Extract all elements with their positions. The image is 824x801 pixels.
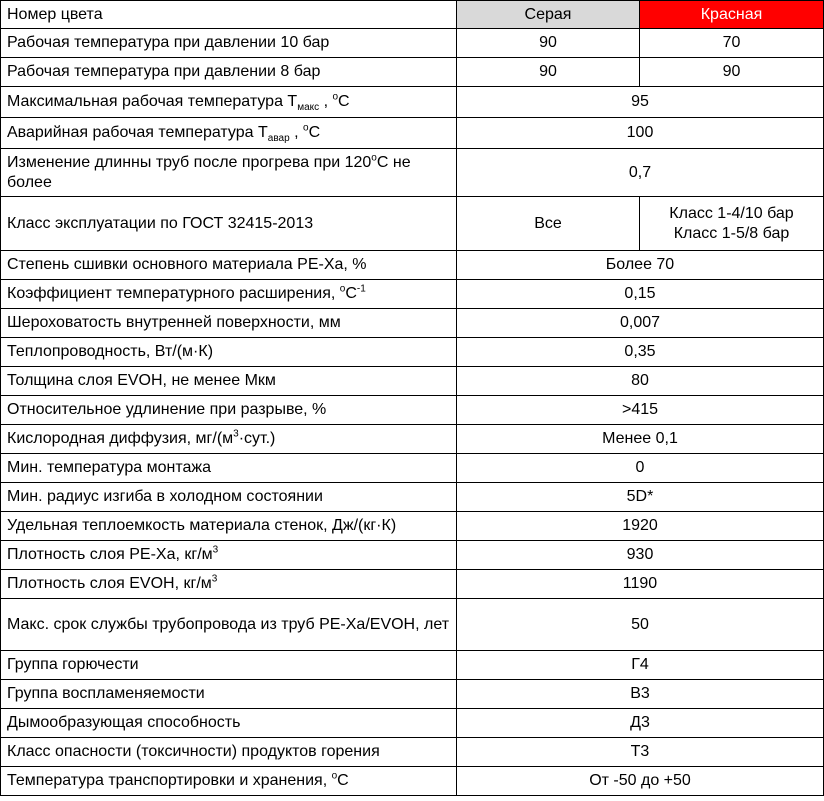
table-row <box>1 251 824 280</box>
row-value: Г4 <box>457 651 824 680</box>
header-red: Красная <box>640 1 824 29</box>
row-label <box>1 541 457 570</box>
label-sup: o <box>331 770 338 782</box>
table-row <box>1 709 824 738</box>
row-value: 0 <box>457 454 824 483</box>
table-row <box>1 87 824 118</box>
table-row <box>1 396 824 425</box>
row-value: 930 <box>457 541 824 570</box>
row-label: Теплопроводность, Вт/(м·К) <box>1 338 457 367</box>
row-value: Более 70 <box>457 251 824 280</box>
row-label: Класс эксплуатации по ГОСТ 32415-2013 <box>1 197 457 251</box>
row-label <box>1 767 457 796</box>
table-row <box>1 338 824 367</box>
label-sup: o <box>339 283 346 295</box>
row-label: Дымообразующая способность <box>1 709 457 738</box>
table-row <box>1 570 824 599</box>
table-row <box>1 454 824 483</box>
label-text: Максимальная рабочая температура Т <box>7 93 298 110</box>
row-value: От -50 до +50 <box>457 767 824 796</box>
class-line: Класс 1-5/8 бар <box>673 224 790 242</box>
label-text: , <box>319 93 333 110</box>
table-row <box>1 767 824 796</box>
table-row <box>1 58 824 87</box>
table-row <box>1 541 824 570</box>
label-sup: 3 <box>212 544 219 556</box>
label-text: , <box>289 124 303 141</box>
row-label: Группа воспламеняемости <box>1 680 457 709</box>
header-grey: Серая <box>457 1 640 29</box>
row-label: Относительное удлинение при разрыве, % <box>1 396 457 425</box>
row-label: Рабочая температура при давлении 8 бар <box>1 58 457 87</box>
class-line: Класс 1-4/10 бар <box>669 204 794 222</box>
row-label: Мин. радиус изгиба в холодном состоянии <box>1 483 457 512</box>
row-value-grey: 90 <box>457 29 640 58</box>
label-text: Коэффициент температурного расширения, <box>7 285 340 302</box>
row-value: Менее 0,1 <box>457 425 824 454</box>
label-text: Плотность слоя PE-Xa, кг/м <box>7 546 213 563</box>
label-text: C не более <box>7 153 411 191</box>
label-text: C <box>308 124 321 141</box>
table-row <box>1 483 824 512</box>
label-sub: авар <box>267 133 290 145</box>
row-value: 50 <box>457 599 824 651</box>
label-text: Аварийная рабочая температура Т <box>7 124 268 141</box>
row-label: Степень сшивки основного материала PE-Xa, % <box>1 251 457 280</box>
label-sup: o <box>303 122 309 134</box>
header-row <box>1 1 824 29</box>
label-text: ·сут.) <box>238 430 276 447</box>
row-value: 80 <box>457 367 824 396</box>
row-label: Толщина слоя EVOH, не менее Мкм <box>1 367 457 396</box>
table-row <box>1 280 824 309</box>
row-value: 0,007 <box>457 309 824 338</box>
row-value-red <box>640 197 824 251</box>
table-row <box>1 680 824 709</box>
label-sub: макс <box>297 102 320 114</box>
row-value: 95 <box>457 87 824 118</box>
table-row <box>1 29 824 58</box>
table-row <box>1 599 824 651</box>
row-label <box>1 280 457 309</box>
row-value: 0,35 <box>457 338 824 367</box>
row-label: Класс опасности (токсичности) продуктов горения <box>1 738 457 767</box>
row-value: Т3 <box>457 738 824 767</box>
row-label: Мин. температура монтажа <box>1 454 457 483</box>
row-label <box>1 570 457 599</box>
row-label: Группа горючести <box>1 651 457 680</box>
row-value: 1920 <box>457 512 824 541</box>
row-value-red: 70 <box>640 29 824 58</box>
label-text: Температура транспортировки и хранения, <box>7 772 332 789</box>
row-value: 5D* <box>457 483 824 512</box>
label-text: Изменение длинны труб после прогрева при 120 <box>7 153 372 171</box>
row-value: 0,15 <box>457 280 824 309</box>
row-value-grey: 90 <box>457 58 640 87</box>
table-row <box>1 309 824 338</box>
row-value: 0,7 <box>457 149 824 197</box>
label-text: C <box>337 772 349 789</box>
row-value-red: 90 <box>640 58 824 87</box>
table-row <box>1 197 824 251</box>
label-sup: -1 <box>356 283 366 295</box>
label-sup: 3 <box>233 428 239 440</box>
label-text: C <box>338 93 350 110</box>
table-row <box>1 651 824 680</box>
table-row <box>1 738 824 767</box>
table-row <box>1 512 824 541</box>
label-sup: o <box>371 152 377 164</box>
row-value: Д3 <box>457 709 824 738</box>
row-label: Рабочая температура при давлении 10 бар <box>1 29 457 58</box>
row-value: 100 <box>457 118 824 149</box>
table-row <box>1 367 824 396</box>
row-value-grey: Все <box>457 197 640 251</box>
label-text: C <box>345 285 357 302</box>
header-label: Номер цвета <box>1 1 457 29</box>
row-label: Шероховатость внутренней поверхности, мм <box>1 309 457 338</box>
row-label: Макс. срок службы трубопровода из труб PE-Xa/EVOH, лет <box>1 599 457 651</box>
row-label <box>1 118 457 149</box>
label-sup: 3 <box>211 573 218 585</box>
table-row <box>1 118 824 149</box>
row-value: В3 <box>457 680 824 709</box>
row-label <box>1 87 457 118</box>
row-value: >415 <box>457 396 824 425</box>
table-row <box>1 425 824 454</box>
table-row <box>1 149 824 197</box>
row-label: Удельная теплоемкость материала стенок, Дж/(кг·К) <box>1 512 457 541</box>
label-text: Кислородная диффузия, мг/(м <box>7 430 234 447</box>
row-value: 1190 <box>457 570 824 599</box>
label-text: Плотность слоя EVOH, кг/м <box>7 575 212 592</box>
row-label <box>1 425 457 454</box>
row-label <box>1 149 457 197</box>
label-sup: o <box>332 91 339 103</box>
